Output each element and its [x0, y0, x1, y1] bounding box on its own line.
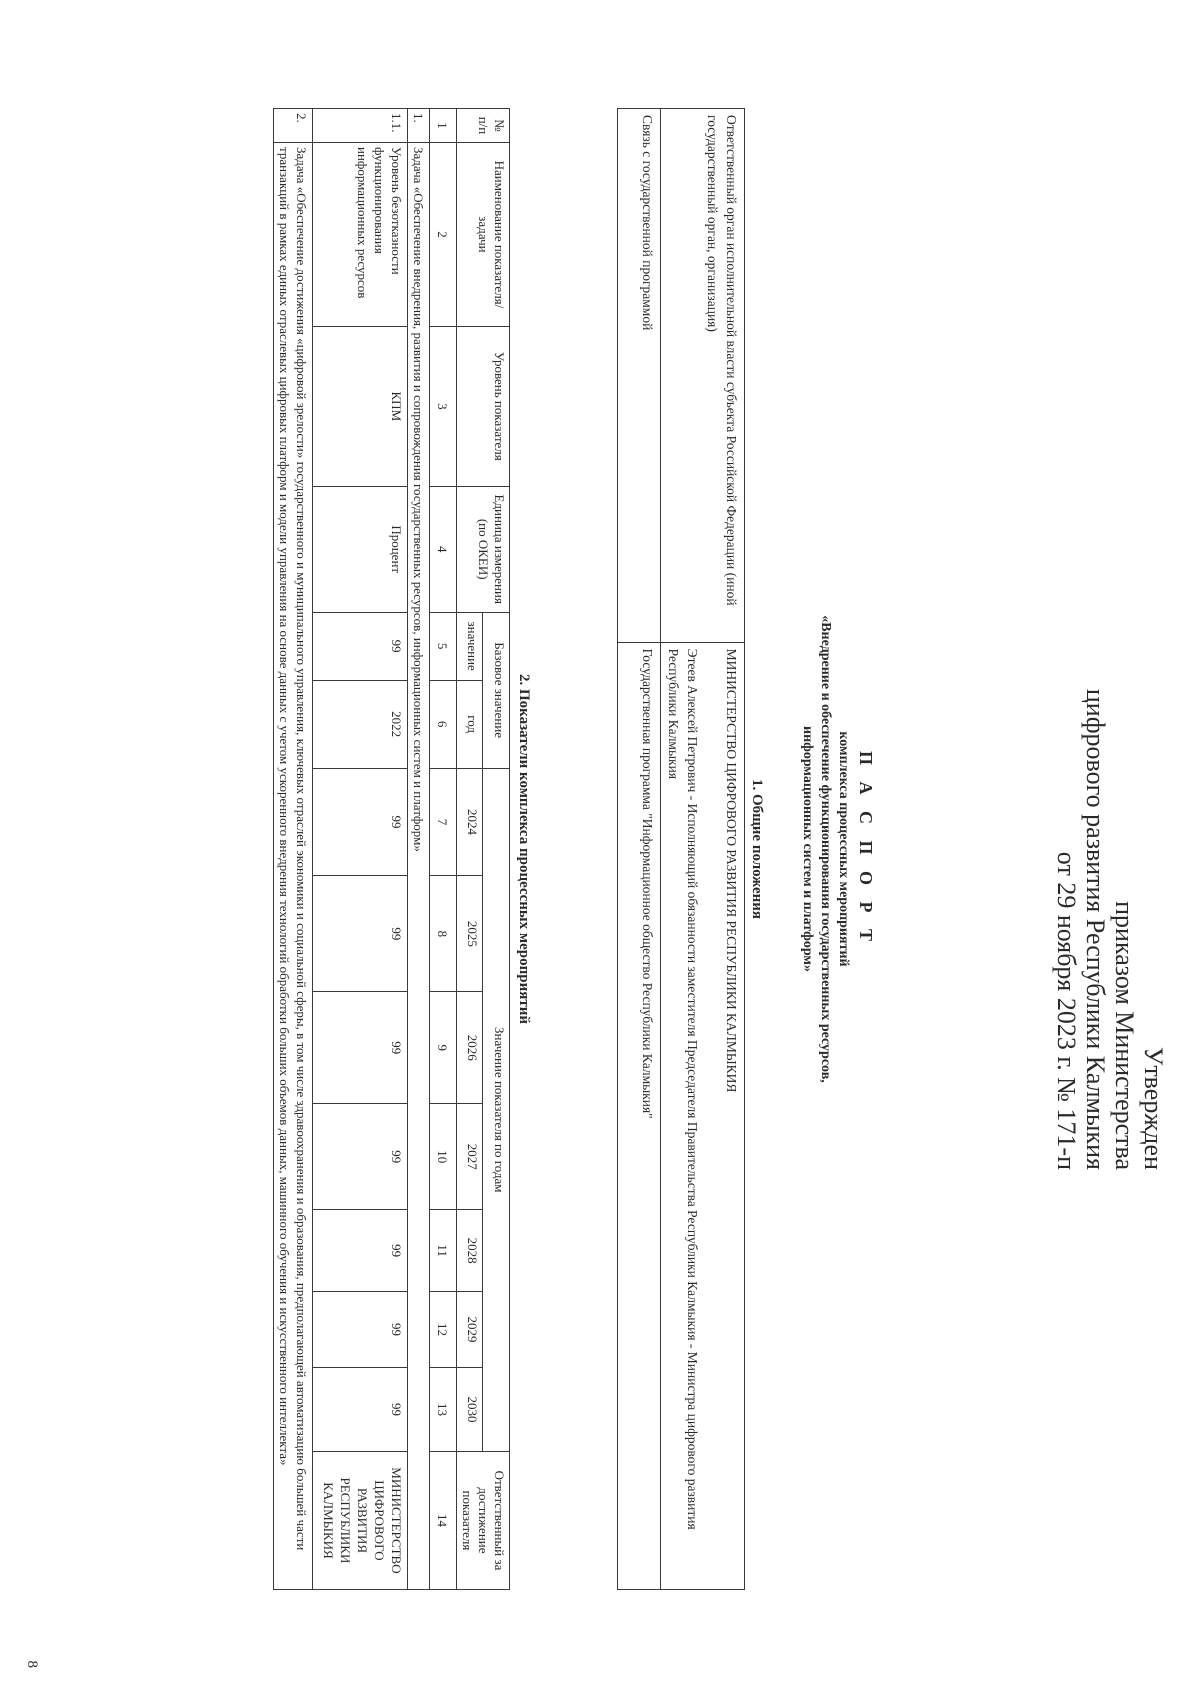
column-number: 11: [430, 1210, 457, 1292]
column-header: № п/п: [457, 109, 510, 143]
column-header: Наименование показателя/задачи: [457, 142, 510, 326]
header-row: [483, 109, 510, 1590]
task-text: Задача «Обеспечение достижения «цифровой зрелости» государственного и муниципального управления, ключевых отраслей экономики и социальной сферы, в том числе здравоохранения и образования, предполагающей автоматизацию большей части транзакций в рамках единых отраслевых цифровых платформ и модели управления на основе данных с учетом ускоренного внедрения технологий обработки больших объемов данных, машинного обучения и искусственного интеллекта»: [274, 142, 313, 1589]
year-header: 2024: [457, 768, 484, 876]
year-header: 2030: [457, 1368, 484, 1452]
table-cell: Ответственный орган исполнительной власти субъекта Российской Федерации (иной государственный орган, организация): [661, 109, 745, 643]
year-value: 99: [313, 768, 408, 876]
year-header: 2025: [457, 876, 484, 992]
column-header: Уровень показателя: [457, 326, 510, 486]
column-number: 1: [430, 109, 457, 143]
table-cell: Связь с государственной программой: [618, 109, 661, 643]
column-number: 12: [430, 1292, 457, 1368]
page-number: 8: [24, 1660, 40, 1668]
document-subtitle: «Внедрение и обеспечение функционирования государственных ресурсов,: [818, 615, 833, 1083]
column-number: 2: [430, 142, 457, 326]
approval-line: Утвержден: [1139, 1046, 1168, 1170]
column-number: 13: [430, 1368, 457, 1452]
table-cell: [661, 642, 745, 1589]
column-number: 8: [430, 876, 457, 992]
cell-line: Этеев Алексей Петрович - Исполняющий обязанности заместителя Председателя Правительства Республики Калмыкия - Министра цифрового развития Республики Калмыкия: [666, 648, 700, 1530]
indicator-name: Уровень безотказности функционирования информационных ресурсов: [313, 142, 408, 326]
approval-line: приказом Министерства: [1110, 901, 1139, 1170]
indicators-table: [273, 108, 510, 1590]
column-number: 4: [430, 486, 457, 612]
approval-line: цифрового развития Республики Калмыкия: [1081, 688, 1110, 1170]
section-heading: 2. Показатели комплекса процессных мероприятий: [516, 673, 532, 1024]
indicator-number: 1.1.: [313, 109, 408, 143]
responsible-org: МИНИСТЕРСТВО ЦИФРОВОГО РАЗВИТИЯ РЕСПУБЛИКИ КАЛМЫКИЯ: [313, 1451, 408, 1589]
column-number: 6: [430, 680, 457, 768]
task-text: Задача «Обеспечение внедрения, развития и сопровождения государственных ресурсов, информационных систем и платформ»: [408, 142, 430, 1589]
year-header: 2028: [457, 1210, 484, 1292]
year-value: 99: [313, 1292, 408, 1368]
column-number: 5: [430, 612, 457, 680]
year-header: 2027: [457, 1104, 484, 1210]
document-subtitle: информационных систем и платформ»: [800, 726, 815, 972]
column-number-row: [430, 109, 457, 1590]
year-value: 99: [313, 876, 408, 992]
column-number: 7: [430, 768, 457, 876]
year-header: 2029: [457, 1292, 484, 1368]
column-header: Единица измерения (по ОКЕИ): [457, 486, 510, 612]
year-value: 99: [313, 1104, 408, 1210]
table-row: [618, 109, 661, 1590]
cell-line: МИНИСТЕРСТВО ЦИФРОВОГО РАЗВИТИЯ РЕСПУБЛИКИ КАЛМЫКИЯ: [724, 648, 739, 1093]
column-number: 10: [430, 1104, 457, 1210]
year-value: 99: [313, 1368, 408, 1452]
base-year: 2022: [313, 680, 408, 768]
table-row: [661, 109, 745, 1590]
year-value: 99: [313, 992, 408, 1104]
task-row: [408, 109, 430, 1590]
column-header: Значение показателя по годам: [483, 768, 510, 1451]
task-number: 2.: [274, 109, 313, 143]
table-cell: Государственная программа "Информационное общество Республики Калмыкия": [618, 642, 661, 1589]
year-header: 2026: [457, 992, 484, 1104]
column-number: 9: [430, 992, 457, 1104]
column-header: год: [457, 680, 484, 768]
column-header: Ответственный за достижение показателя: [457, 1451, 510, 1589]
base-value: 99: [313, 612, 408, 680]
approval-line: от 29 ноября 2023 г. № 171-п: [1052, 851, 1081, 1170]
general-provisions-table: [617, 108, 745, 1590]
document-subtitle: комплекса процессных мероприятий: [836, 731, 851, 967]
task-row: [274, 109, 313, 1590]
column-number: 3: [430, 326, 457, 486]
column-number: 14: [430, 1451, 457, 1589]
indicator-level: КПМ: [313, 326, 408, 486]
indicator-row: [313, 109, 408, 1590]
column-header: Базовое значение: [483, 612, 510, 768]
year-value: 99: [313, 1210, 408, 1292]
task-number: 1.: [408, 109, 430, 143]
column-header: значение: [457, 612, 484, 680]
document-title: П А С П О Р Т: [856, 750, 876, 947]
section-heading: 1. Общие положения: [749, 778, 765, 920]
indicator-unit: Процент: [313, 486, 408, 612]
